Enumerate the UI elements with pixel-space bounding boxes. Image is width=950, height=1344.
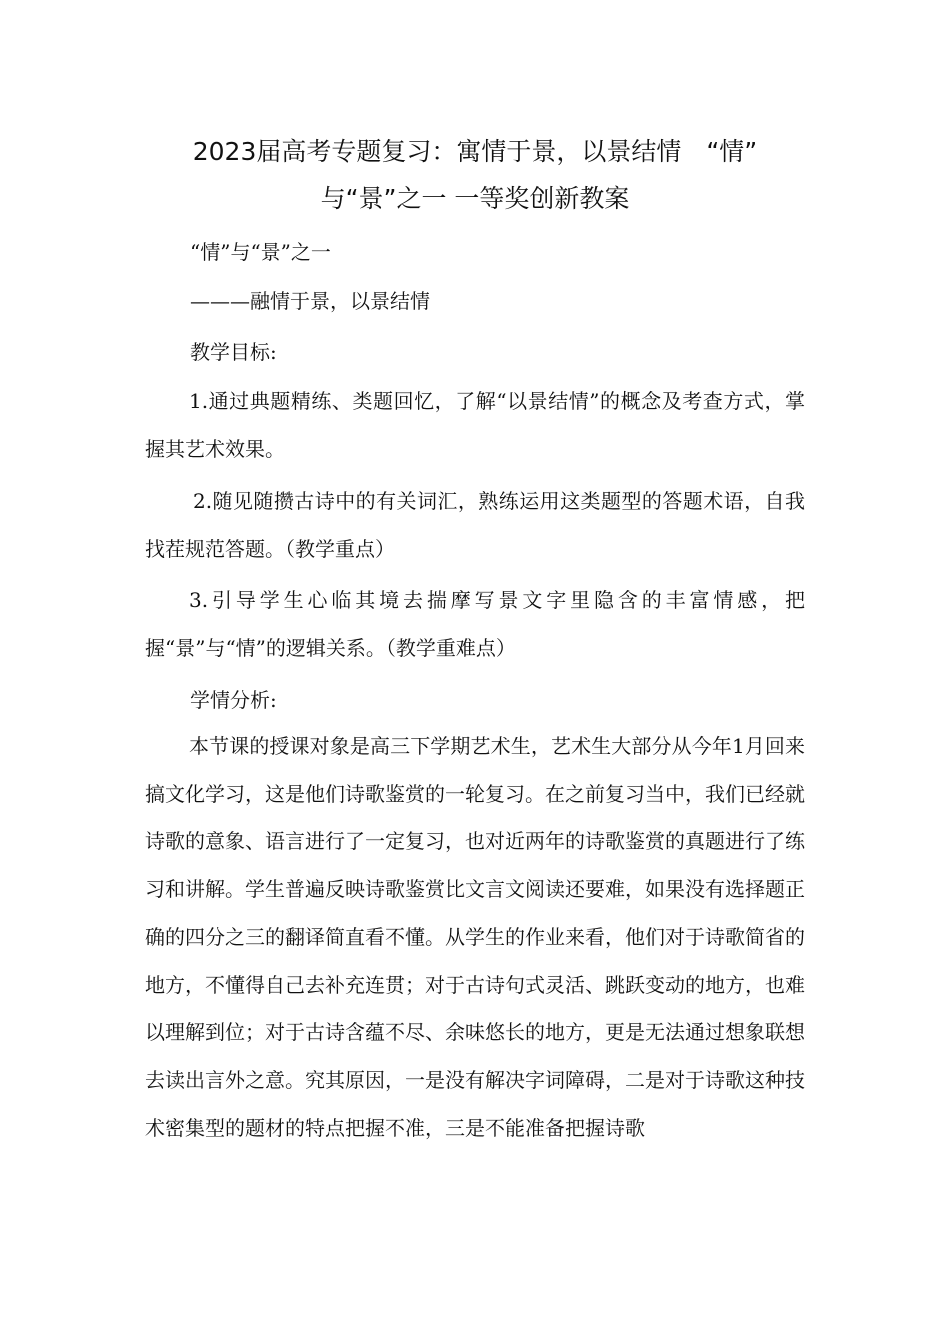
section-heading-goals: 教学目标: (190, 340, 277, 364)
analysis-paragraph: 本节课的授课对象是高三下学期艺术生，艺术生大部分从今年1月回来搞文化学习，这是他们诗歌鉴赏的一轮复习。在之前复习当中，我们已经就诗歌的意象、语言进行了一定复习，也对近两年的诗歌鉴赏的真题进行了练习和讲解。学生普遍反映诗歌鉴赏比文言文阅读还要难，如果没有选择题正确的四分之三的翻译简直看不懂。从学生的作业来看，他们对于诗歌简省的地方，不懂得自己去补充连贯；对于古诗句式灵活、跳跃变动的地方，也难以理解到位；对于古诗含蕴不尽、余味悠长的地方，更是无法通过想象联想去读出言外之意。究其原因，一是没有解决字词障碍，二是对于诗歌这种技术密集型的题材的特点把握不准，三是不能准备把握诗歌 (145, 734, 805, 1140)
document-title-line-2: 与“景”之一 一等奖创新教案 (320, 184, 630, 213)
lesson-subtitle: “情”与“景”之一 (190, 240, 331, 264)
goal-item-2: 2.随见随攒古诗中的有关词汇，熟练运用这类题型的答题术语，自我找茬规范答题。（教学重点） (145, 489, 805, 561)
lesson-subheading: ———融情于景，以景结情 (190, 289, 430, 313)
section-heading-analysis: 学情分析: (190, 688, 277, 712)
goal-item-1: 1.通过典题精练、类题回忆，了解“以景结情”的概念及考查方式，掌握其艺术效果。 (145, 389, 805, 461)
document-title-line-1: 2023届高考专题复习：寓情于景，以景结情 “情” (192, 137, 758, 166)
goal-item-3: 3.引导学生心临其境去揣摩写景文字里隐含的丰富情感，把握“景”与“情”的逻辑关系。（教学重难点） (145, 588, 805, 660)
